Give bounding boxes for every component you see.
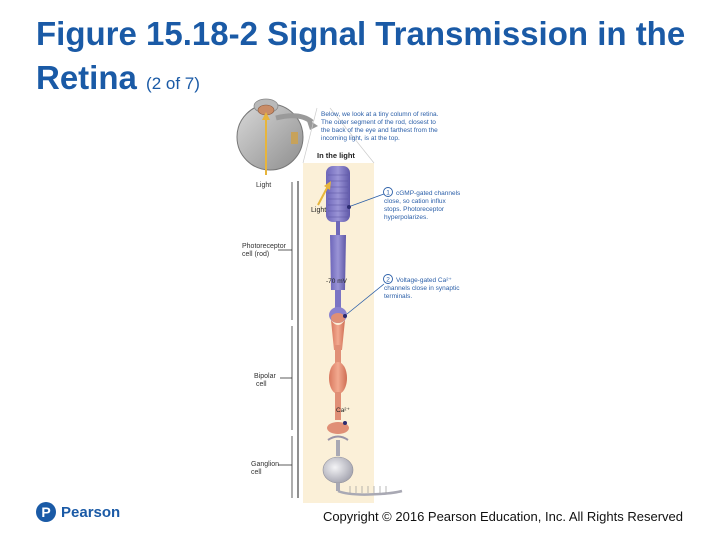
slide-title-sub: (2 of 7) bbox=[146, 74, 200, 93]
calcium-label: Ca²⁺ bbox=[336, 407, 350, 414]
photoreceptor-label: Photoreceptor bbox=[242, 243, 286, 250]
bipolar-label: cell bbox=[256, 381, 267, 388]
bipolar-label: Bipolar bbox=[254, 373, 276, 380]
slide-title-main: Figure 15.18-2 Signal Transmission in the Retina bbox=[36, 15, 686, 96]
step1-line: hyperpolarizes. bbox=[384, 214, 429, 221]
photoreceptor-label: cell (rod) bbox=[242, 251, 270, 258]
in-the-light-label: In the light bbox=[317, 151, 355, 160]
pearson-logo-icon bbox=[36, 502, 56, 522]
rod-channel-marker bbox=[347, 205, 351, 209]
step1-line: close, so cation influx bbox=[384, 198, 446, 205]
step1-line: cGMP-gated channels bbox=[396, 190, 461, 197]
intro-text bbox=[321, 111, 439, 142]
light-label: Light bbox=[311, 207, 327, 214]
step2-line: channels close in synaptic bbox=[384, 285, 460, 292]
step1-text bbox=[384, 190, 461, 221]
pearson-logo bbox=[36, 502, 120, 522]
step1-line: stops. Photoreceptor bbox=[384, 206, 444, 213]
intro-line: The outer segment of the rod, closest to bbox=[321, 119, 436, 126]
step2-line: Voltage-gated Ca²⁺ bbox=[396, 277, 452, 284]
ganglion-label: cell bbox=[251, 469, 262, 476]
intro-line: the back of the eye and farthest from the bbox=[321, 127, 438, 134]
eye-light-label: Light bbox=[256, 182, 272, 189]
synapse-channel-marker bbox=[343, 314, 347, 318]
eye-icon bbox=[237, 99, 303, 170]
ganglion-label: Ganglion bbox=[251, 461, 280, 468]
copyright-notice: Copyright © 2016 Pearson Education, Inc. All Rights Reserved bbox=[322, 509, 683, 524]
step2-text bbox=[384, 277, 460, 300]
step2-line: terminals. bbox=[384, 293, 413, 300]
calcium-channel-marker bbox=[343, 421, 347, 425]
pearson-logo-text: Pearson bbox=[61, 503, 121, 521]
region-brackets bbox=[278, 182, 292, 498]
voltage-label: -70 mV bbox=[326, 278, 347, 285]
svg-text:P: P bbox=[41, 504, 51, 520]
intro-line: incoming light, is at the top. bbox=[321, 135, 400, 142]
step2-number: 2 bbox=[386, 276, 390, 284]
step1-number: 1 bbox=[386, 189, 390, 197]
intro-line: Below, we look at a tiny column of retina. bbox=[321, 111, 439, 118]
